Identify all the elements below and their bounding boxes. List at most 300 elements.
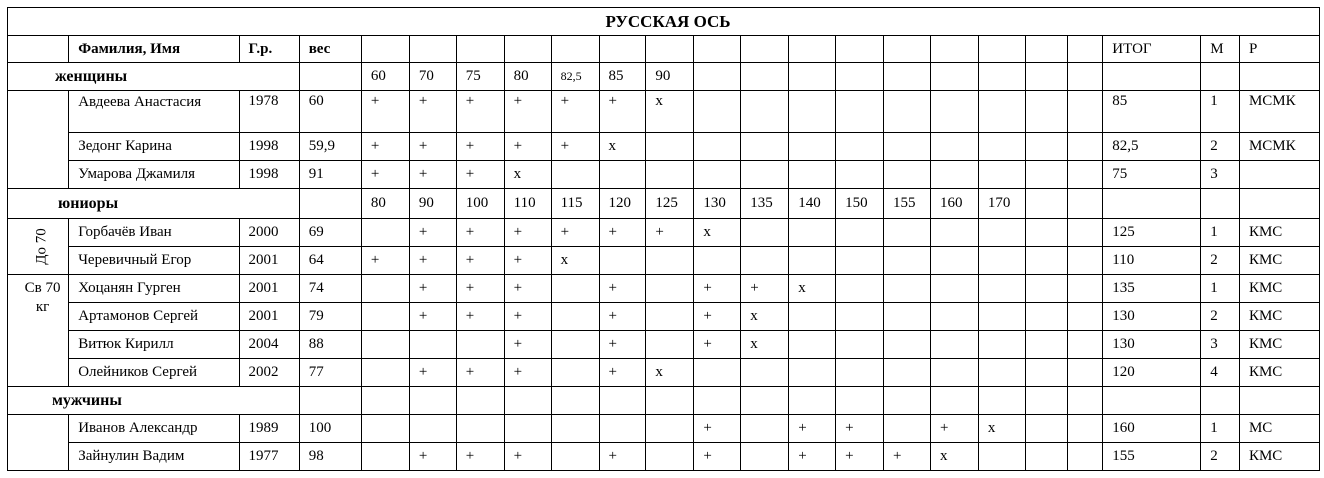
athlete-rank: КМС [1239, 303, 1319, 331]
athlete-total: 155 [1103, 443, 1201, 471]
attempt-weight-header: 130 [694, 189, 741, 219]
attempt-result: + [694, 275, 741, 303]
attempt-result [551, 415, 599, 443]
attempt-result [361, 415, 409, 443]
attempt-result: + [789, 443, 836, 471]
attempt-result [741, 161, 789, 189]
attempt-result [789, 303, 836, 331]
attempt-result [1067, 91, 1103, 133]
table-row [8, 161, 1320, 189]
attempt-result: + [456, 133, 504, 161]
attempt-result [551, 161, 599, 189]
athlete-place: 2 [1201, 443, 1240, 471]
athlete-bodyweight: 64 [299, 247, 361, 275]
table-row [8, 331, 1320, 359]
attempt-result [884, 247, 931, 275]
attempt-result [551, 275, 599, 303]
attempt-result [741, 91, 789, 133]
attempt-result: + [456, 275, 504, 303]
attempt-result [884, 331, 931, 359]
attempt-result [1025, 443, 1067, 471]
attempt-result [978, 91, 1025, 133]
attempt-weight-header [646, 387, 694, 415]
attempt-result [930, 133, 978, 161]
attempt-result: + [884, 443, 931, 471]
table-row [8, 219, 1320, 247]
athlete-rank: КМС [1239, 247, 1319, 275]
attempt-result: + [504, 91, 551, 133]
athlete-rank: КМС [1239, 359, 1319, 387]
section-row-men [8, 387, 1320, 415]
attempt-result: + [456, 443, 504, 471]
attempt-weight-header [1025, 189, 1067, 219]
attempt-result: + [836, 415, 884, 443]
attempt-result [551, 359, 599, 387]
athlete-name: Артамонов Сергей [69, 303, 239, 331]
header-attempt-cell [978, 36, 1025, 63]
attempt-result [409, 331, 456, 359]
attempt-result [884, 303, 931, 331]
attempt-weight-header [456, 387, 504, 415]
attempt-result [884, 415, 931, 443]
attempt-result: + [456, 303, 504, 331]
attempt-result [504, 415, 551, 443]
athlete-year: 1998 [239, 133, 299, 161]
attempt-weight-header: 115 [551, 189, 599, 219]
athlete-bodyweight: 98 [299, 443, 361, 471]
attempt-result: + [599, 359, 646, 387]
attempt-result [836, 359, 884, 387]
attempt-result: х [646, 91, 694, 133]
section-weight-cell [299, 63, 361, 91]
attempt-result: + [694, 443, 741, 471]
header-attempt-cell [836, 36, 884, 63]
section-weight-cell [299, 387, 361, 415]
attempt-result [741, 133, 789, 161]
attempt-weight-header: 125 [646, 189, 694, 219]
attempt-result: + [456, 91, 504, 133]
section-place-cell [1201, 189, 1240, 219]
athlete-bodyweight: 60 [299, 91, 361, 133]
section-row-women [8, 63, 1320, 91]
attempt-weight-header [1067, 387, 1103, 415]
attempt-result: + [694, 415, 741, 443]
attempt-result [836, 161, 884, 189]
attempt-result [789, 331, 836, 359]
attempt-weight-header: 140 [789, 189, 836, 219]
athlete-bodyweight: 91 [299, 161, 361, 189]
attempt-result [836, 331, 884, 359]
attempt-result [741, 443, 789, 471]
attempt-result: + [599, 443, 646, 471]
attempt-weight-header [789, 387, 836, 415]
attempt-result: + [551, 219, 599, 247]
athlete-rank [1239, 161, 1319, 189]
athlete-bodyweight: 88 [299, 331, 361, 359]
attempt-result [930, 331, 978, 359]
attempt-result [930, 303, 978, 331]
results-table [7, 7, 1320, 471]
athlete-bodyweight: 69 [299, 219, 361, 247]
athlete-rank: МС [1239, 415, 1319, 443]
athlete-place: 1 [1201, 415, 1240, 443]
athlete-bodyweight: 100 [299, 415, 361, 443]
attempt-result [694, 247, 741, 275]
attempt-result [1025, 275, 1067, 303]
header-rank: Р [1239, 36, 1319, 63]
section-label: юниоры [8, 189, 300, 219]
group-cell [8, 91, 69, 189]
table-row [8, 415, 1320, 443]
attempt-result: + [409, 303, 456, 331]
attempt-result [930, 219, 978, 247]
attempt-result [694, 133, 741, 161]
attempt-result [456, 331, 504, 359]
attempt-result [456, 415, 504, 443]
athlete-name: Горбачёв Иван [69, 219, 239, 247]
attempt-result: х [789, 275, 836, 303]
attempt-result: + [456, 219, 504, 247]
section-row-juniors [8, 189, 1320, 219]
athlete-rank: МСМК [1239, 91, 1319, 133]
athlete-year: 2000 [239, 219, 299, 247]
attempt-result [1067, 247, 1103, 275]
attempt-result [930, 161, 978, 189]
attempt-result [1025, 331, 1067, 359]
section-total-cell [1103, 189, 1201, 219]
header-attempt-cell [361, 36, 409, 63]
attempt-result [978, 133, 1025, 161]
attempt-result [599, 415, 646, 443]
attempt-weight-header: 100 [456, 189, 504, 219]
attempt-result: х [646, 359, 694, 387]
athlete-place: 1 [1201, 219, 1240, 247]
attempt-result [1025, 359, 1067, 387]
attempt-result [978, 303, 1025, 331]
attempt-result: + [504, 133, 551, 161]
attempt-result: + [504, 443, 551, 471]
attempt-weight-header: 110 [504, 189, 551, 219]
athlete-name: Зедонг Карина [69, 133, 239, 161]
header-attempt-cell [551, 36, 599, 63]
attempt-result: + [409, 247, 456, 275]
athlete-total: 135 [1103, 275, 1201, 303]
athlete-rank: МСМК [1239, 133, 1319, 161]
attempt-result: + [409, 443, 456, 471]
header-total: ИТОГ [1103, 36, 1201, 63]
section-place-cell [1201, 387, 1240, 415]
attempt-weight-header: 70 [409, 63, 456, 91]
attempt-result [646, 247, 694, 275]
athlete-name: Хоцанян Гурген [69, 275, 239, 303]
attempt-weight-header [361, 387, 409, 415]
header-attempt-cell [409, 36, 456, 63]
group-label-text: Св 70 кг [24, 280, 61, 315]
attempt-result [884, 161, 931, 189]
attempt-weight-header: 120 [599, 189, 646, 219]
attempt-result [1025, 161, 1067, 189]
athlete-place: 1 [1201, 275, 1240, 303]
attempt-result: + [409, 133, 456, 161]
attempt-weight-header [930, 387, 978, 415]
attempt-result [646, 415, 694, 443]
attempt-result [1025, 415, 1067, 443]
header-attempt-cell [504, 36, 551, 63]
attempt-result [978, 359, 1025, 387]
table-row [8, 443, 1320, 471]
attempt-result: + [599, 275, 646, 303]
athlete-total: 82,5 [1103, 133, 1201, 161]
attempt-result [1025, 133, 1067, 161]
group-label-text: До 70 [34, 228, 51, 265]
athlete-total: 130 [1103, 303, 1201, 331]
attempt-result [978, 331, 1025, 359]
attempt-weight-header: 80 [504, 63, 551, 91]
attempt-result [930, 91, 978, 133]
header-attempt-cell [884, 36, 931, 63]
athlete-total: 75 [1103, 161, 1201, 189]
attempt-result: + [361, 247, 409, 275]
attempt-result [789, 247, 836, 275]
attempt-result: + [551, 133, 599, 161]
header-cell-empty [8, 36, 69, 63]
attempt-result: + [409, 275, 456, 303]
attempt-result: х [930, 443, 978, 471]
attempt-result [978, 443, 1025, 471]
attempt-result: х [504, 161, 551, 189]
attempt-result [1067, 303, 1103, 331]
header-weight: вес [299, 36, 361, 63]
header-attempt-cell [599, 36, 646, 63]
attempt-weight-header [884, 63, 931, 91]
attempt-result [741, 359, 789, 387]
attempt-result: + [694, 331, 741, 359]
attempt-result [646, 331, 694, 359]
attempt-weight-header: 155 [884, 189, 931, 219]
attempt-result: + [456, 247, 504, 275]
attempt-weight-header [789, 63, 836, 91]
attempt-result [741, 247, 789, 275]
attempt-result: + [551, 91, 599, 133]
attempt-result [978, 161, 1025, 189]
table-row [8, 303, 1320, 331]
athlete-year: 2001 [239, 275, 299, 303]
attempt-result [551, 303, 599, 331]
athlete-bodyweight: 77 [299, 359, 361, 387]
attempt-result [884, 219, 931, 247]
attempt-weight-header: 82,5 [551, 63, 599, 91]
section-total-cell [1103, 63, 1201, 91]
attempt-result: х [551, 247, 599, 275]
attempt-result [646, 443, 694, 471]
section-total-cell [1103, 387, 1201, 415]
athlete-name: Иванов Александр [69, 415, 239, 443]
attempt-result [930, 247, 978, 275]
attempt-result [599, 161, 646, 189]
attempt-result [884, 133, 931, 161]
attempt-result: + [504, 275, 551, 303]
table-row [8, 133, 1320, 161]
attempt-result: + [646, 219, 694, 247]
attempt-result [789, 219, 836, 247]
table-row [8, 275, 1320, 303]
header-name: Фамилия, Имя [69, 36, 239, 63]
header-row [8, 36, 1320, 63]
section-weight-cell [299, 189, 361, 219]
attempt-weight-header: 85 [599, 63, 646, 91]
attempt-weight-header [978, 387, 1025, 415]
section-rank-cell [1239, 63, 1319, 91]
athlete-place: 3 [1201, 161, 1240, 189]
athlete-year: 2001 [239, 247, 299, 275]
attempt-weight-header [551, 387, 599, 415]
attempt-result [361, 303, 409, 331]
attempt-result [789, 91, 836, 133]
attempt-weight-header [409, 387, 456, 415]
section-label: мужчины [8, 387, 300, 415]
attempt-result [836, 303, 884, 331]
athlete-place: 2 [1201, 247, 1240, 275]
athlete-bodyweight: 59,9 [299, 133, 361, 161]
section-place-cell [1201, 63, 1240, 91]
attempt-weight-header [1067, 189, 1103, 219]
attempt-result [789, 161, 836, 189]
group-label [8, 275, 69, 387]
attempt-result: + [456, 161, 504, 189]
attempt-result [978, 219, 1025, 247]
attempt-result [836, 275, 884, 303]
attempt-weight-header: 60 [361, 63, 409, 91]
attempt-result: + [599, 303, 646, 331]
group-label [8, 219, 69, 275]
header-place: М [1201, 36, 1240, 63]
attempt-result [694, 91, 741, 133]
attempt-result: + [409, 359, 456, 387]
attempt-result [1067, 219, 1103, 247]
attempt-result: х [741, 331, 789, 359]
athlete-total: 85 [1103, 91, 1201, 133]
attempt-weight-header [599, 387, 646, 415]
attempt-result: х [599, 133, 646, 161]
header-attempt-cell [456, 36, 504, 63]
attempt-result: + [361, 133, 409, 161]
table-row [8, 359, 1320, 387]
attempt-result: + [836, 443, 884, 471]
attempt-result [599, 247, 646, 275]
attempt-result [930, 359, 978, 387]
attempt-result [1025, 303, 1067, 331]
attempt-result [836, 247, 884, 275]
header-attempt-cell [789, 36, 836, 63]
attempt-result [646, 303, 694, 331]
attempt-weight-header: 75 [456, 63, 504, 91]
attempt-weight-header: 170 [978, 189, 1025, 219]
attempt-result [836, 133, 884, 161]
athlete-name: Авдеева Анастасия [69, 91, 239, 133]
athlete-year: 2004 [239, 331, 299, 359]
attempt-result [646, 161, 694, 189]
attempt-result: + [741, 275, 789, 303]
athlete-total: 160 [1103, 415, 1201, 443]
attempt-result [694, 161, 741, 189]
attempt-result: + [361, 161, 409, 189]
attempt-result [361, 219, 409, 247]
attempt-result: + [930, 415, 978, 443]
athlete-place: 1 [1201, 91, 1240, 133]
athlete-rank: КМС [1239, 219, 1319, 247]
attempt-result [1025, 247, 1067, 275]
attempt-result [836, 91, 884, 133]
attempt-weight-header [1025, 387, 1067, 415]
athlete-total: 125 [1103, 219, 1201, 247]
attempt-result [551, 331, 599, 359]
athlete-total: 130 [1103, 331, 1201, 359]
attempt-result [741, 415, 789, 443]
athlete-total: 120 [1103, 359, 1201, 387]
attempt-result: + [409, 91, 456, 133]
attempt-result [836, 219, 884, 247]
table-title: РУССКАЯ ОСЬ [8, 8, 1320, 36]
attempt-result: + [504, 303, 551, 331]
table-row [8, 247, 1320, 275]
attempt-result [978, 247, 1025, 275]
athlete-year: 1978 [239, 91, 299, 133]
attempt-result [361, 359, 409, 387]
attempt-result [1067, 161, 1103, 189]
athlete-year: 2001 [239, 303, 299, 331]
attempt-weight-header [930, 63, 978, 91]
attempt-weight-header [741, 387, 789, 415]
attempt-result [789, 133, 836, 161]
attempt-result [930, 275, 978, 303]
attempt-result [409, 415, 456, 443]
athlete-total: 110 [1103, 247, 1201, 275]
header-attempt-cell [1025, 36, 1067, 63]
attempt-result: + [504, 219, 551, 247]
attempt-result [361, 443, 409, 471]
attempt-result [361, 275, 409, 303]
attempt-weight-header: 80 [361, 189, 409, 219]
athlete-place: 2 [1201, 133, 1240, 161]
athlete-name: Зайнулин Вадим [69, 443, 239, 471]
section-rank-cell [1239, 189, 1319, 219]
athlete-bodyweight: 74 [299, 275, 361, 303]
attempt-result [741, 219, 789, 247]
athlete-name: Олейников Сергей [69, 359, 239, 387]
athlete-rank: КМС [1239, 443, 1319, 471]
attempt-result [1025, 91, 1067, 133]
attempt-result [646, 275, 694, 303]
table-row [8, 91, 1320, 133]
athlete-name: Умарова Джамиля [69, 161, 239, 189]
attempt-weight-header [836, 387, 884, 415]
attempt-weight-header [836, 63, 884, 91]
attempt-result: + [409, 161, 456, 189]
header-attempt-cell [1067, 36, 1103, 63]
attempt-result [1067, 443, 1103, 471]
header-year: Г.р. [239, 36, 299, 63]
header-attempt-cell [930, 36, 978, 63]
attempt-result [978, 275, 1025, 303]
attempt-result [1067, 415, 1103, 443]
attempt-result [361, 331, 409, 359]
attempt-result [1067, 275, 1103, 303]
attempt-result: х [741, 303, 789, 331]
attempt-weight-header [978, 63, 1025, 91]
attempt-result: + [599, 91, 646, 133]
attempt-weight-header [694, 63, 741, 91]
attempt-result [551, 443, 599, 471]
